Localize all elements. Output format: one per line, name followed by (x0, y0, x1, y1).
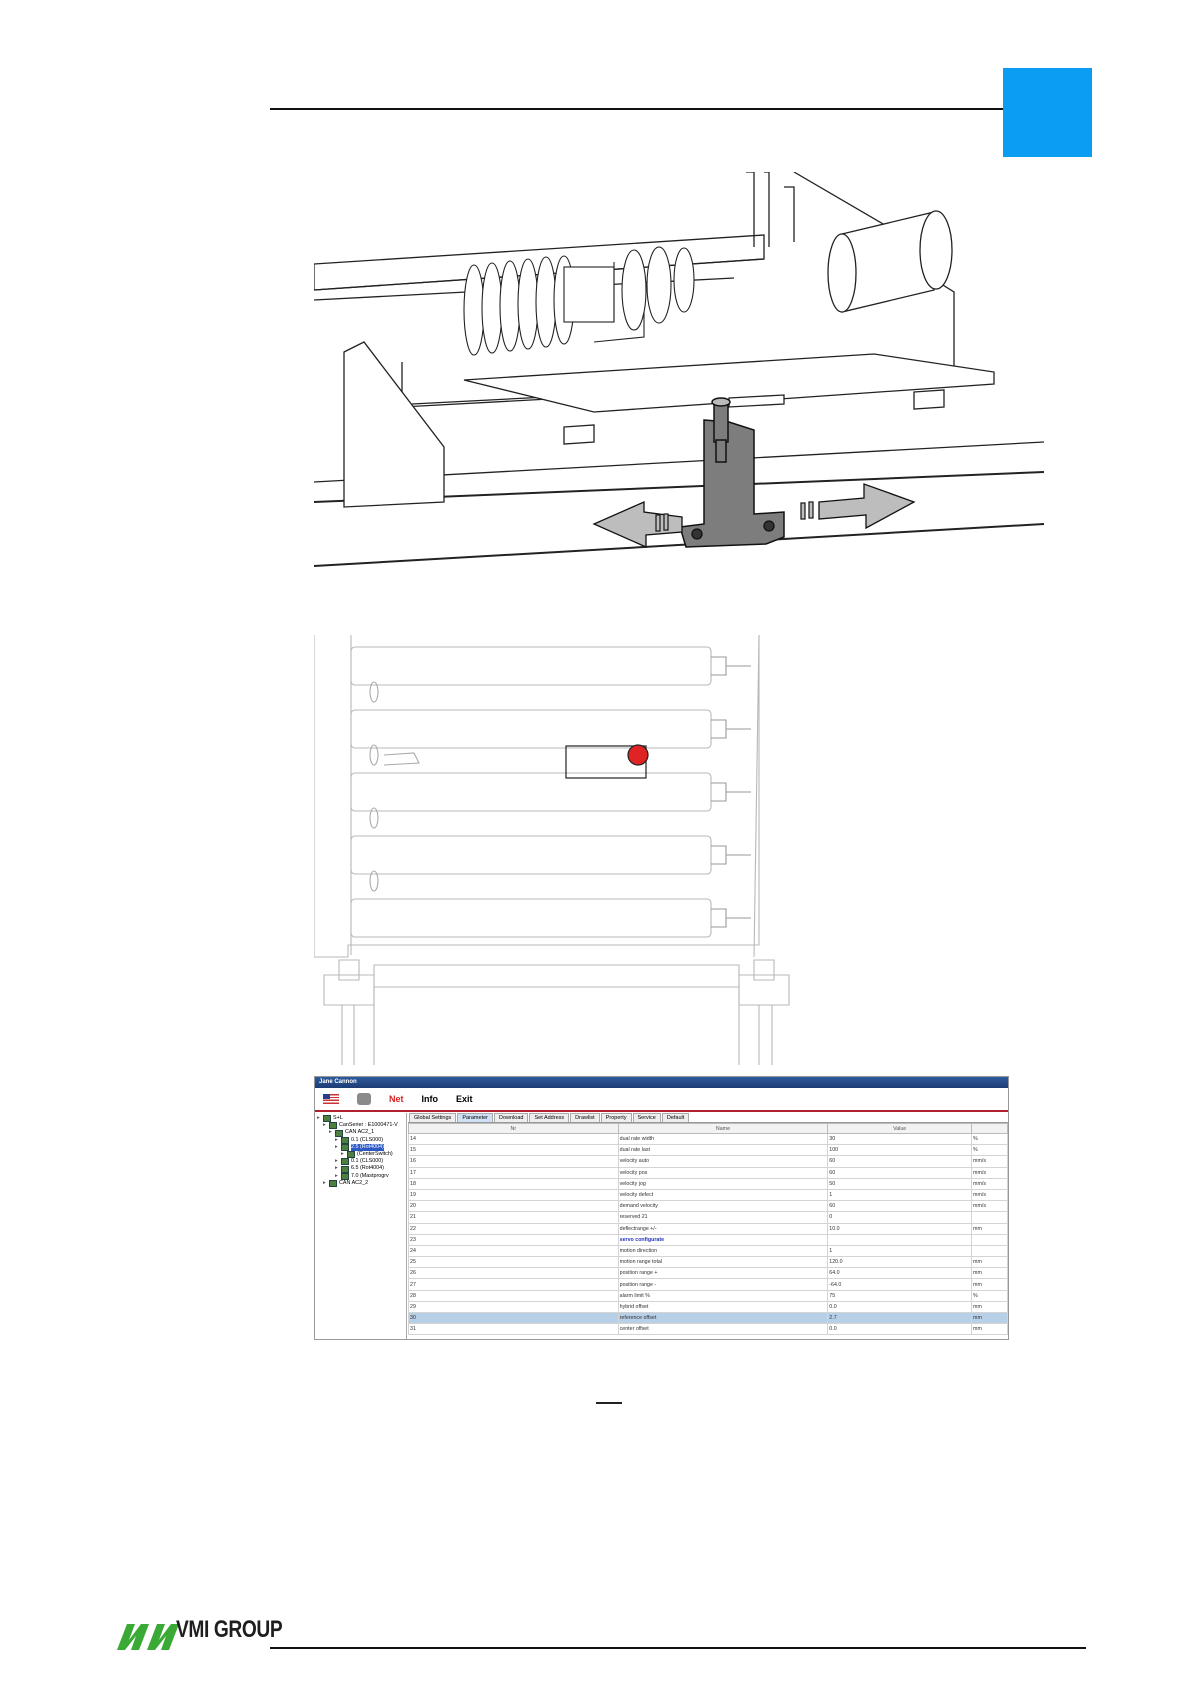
expand-toggle-icon[interactable]: ▸ (335, 1172, 338, 1179)
chapter-tab-marker (1003, 68, 1092, 157)
tab-set-address[interactable]: Set Address (529, 1113, 569, 1122)
cell-nr: 19 (409, 1189, 619, 1200)
cell-value[interactable]: 120.0 (828, 1257, 972, 1268)
tree-node-icon (347, 1151, 355, 1158)
tree-item-label: 6.5 (Rot4004) (351, 1165, 384, 1172)
cell-nr: 26 (409, 1268, 619, 1279)
tree-item-label: 7.0 (Mastprogrv (351, 1172, 389, 1179)
cell-value[interactable]: 2.7 (828, 1313, 972, 1324)
menu-bar (315, 1088, 1008, 1112)
tree-node-icon (329, 1180, 337, 1187)
cell-nr: 23 (409, 1234, 619, 1245)
menu-net[interactable]: Net (389, 1094, 404, 1104)
cell-unit (972, 1245, 1008, 1256)
table-row[interactable] (409, 1201, 1008, 1212)
tree-item[interactable] (317, 1158, 404, 1165)
cell-value[interactable]: 0.0 (828, 1324, 972, 1335)
cell-unit: mm/s (972, 1201, 1008, 1212)
cell-name: velocity auto (618, 1156, 828, 1167)
cell-nr: 16 (409, 1156, 619, 1167)
tree-node-icon (335, 1130, 343, 1137)
cell-unit: % (972, 1290, 1008, 1301)
cell-value[interactable]: 64.0 (828, 1268, 972, 1279)
tree-item[interactable] (317, 1137, 404, 1144)
menu-info[interactable]: Info (421, 1094, 439, 1104)
cell-name: position range + (618, 1268, 828, 1279)
table-row[interactable] (409, 1134, 1008, 1145)
tree-item[interactable] (317, 1173, 404, 1180)
cell-value[interactable]: 60 (828, 1167, 972, 1178)
cell-value[interactable]: 0.0 (828, 1301, 972, 1312)
cell-nr: 30 (409, 1313, 619, 1324)
tab-download[interactable]: Download (494, 1113, 528, 1122)
cell-name: motion direction (618, 1245, 828, 1256)
table-row[interactable] (409, 1301, 1008, 1312)
table-header-row (409, 1124, 1008, 1134)
cell-value[interactable]: 1 (828, 1189, 972, 1200)
table-row[interactable] (409, 1268, 1008, 1279)
table-row[interactable] (409, 1313, 1008, 1324)
cell-name: reserved 21 (618, 1212, 828, 1223)
tree-node-icon (341, 1166, 349, 1173)
software-screenshot (314, 1076, 1009, 1340)
table-row[interactable] (409, 1279, 1008, 1290)
tab-drawlist[interactable]: Drawlist (570, 1113, 600, 1122)
cell-unit: mm/s (972, 1178, 1008, 1189)
tab-property[interactable]: Property (601, 1113, 632, 1122)
cell-name: velocity pos (618, 1167, 828, 1178)
tree-item[interactable] (317, 1115, 404, 1122)
cell-unit: % (972, 1134, 1008, 1145)
column-header-name[interactable]: Name (618, 1124, 828, 1134)
expand-toggle-icon[interactable]: ▸ (341, 1151, 344, 1158)
column-header-unit (972, 1124, 1008, 1134)
tree-node-icon (323, 1115, 331, 1122)
tree-node-icon (341, 1144, 349, 1151)
tree-item-label: 0.1 (CLS000) (351, 1136, 384, 1143)
column-header-value[interactable]: Value (828, 1124, 972, 1134)
cell-nr: 22 (409, 1223, 619, 1234)
column-header-nr[interactable]: Nr (409, 1124, 619, 1134)
arrow-right-icon (819, 484, 914, 528)
logo-text: VMI GROUP (176, 1616, 283, 1643)
cell-unit: mm (972, 1279, 1008, 1290)
cell-nr: 14 (409, 1134, 619, 1145)
cell-nr: 20 (409, 1201, 619, 1212)
tab-default[interactable]: Default (662, 1113, 689, 1122)
cell-nr: 17 (409, 1167, 619, 1178)
expand-toggle-icon[interactable]: ▸ (323, 1122, 326, 1129)
cell-name: position range - (618, 1279, 828, 1290)
cell-unit: mm (972, 1257, 1008, 1268)
menu-exit[interactable]: Exit (456, 1094, 473, 1104)
expand-toggle-icon[interactable]: ▸ (335, 1143, 338, 1150)
table-row[interactable] (409, 1145, 1008, 1156)
cell-name: velocity defect (618, 1189, 828, 1200)
table-row[interactable] (409, 1156, 1008, 1167)
red-dot-marker-icon (628, 745, 648, 765)
cell-name: velocity jog (618, 1178, 828, 1189)
cell-value[interactable] (828, 1234, 972, 1245)
cell-nr: 25 (409, 1257, 619, 1268)
tree-item-label: 0.1 (CLS000) (351, 1158, 384, 1165)
cell-unit: mm/s (972, 1189, 1008, 1200)
cell-value[interactable]: 10.0 (828, 1223, 972, 1234)
table-row[interactable] (409, 1257, 1008, 1268)
cell-unit: mm (972, 1324, 1008, 1335)
expand-toggle-icon[interactable]: ▸ (335, 1136, 338, 1143)
cell-name: servo configurate (618, 1234, 828, 1245)
arrow-left-icon (594, 502, 682, 547)
device-tree (315, 1113, 407, 1339)
tree-item[interactable] (317, 1122, 404, 1129)
cell-unit (972, 1234, 1008, 1245)
cell-nr: 28 (409, 1290, 619, 1301)
rollers-top-view-drawing (314, 635, 794, 1065)
cell-nr: 21 (409, 1212, 619, 1223)
tree-item[interactable] (317, 1165, 404, 1172)
cell-unit: mm (972, 1313, 1008, 1324)
tree-item-label: CAN AC2_2 (339, 1179, 369, 1186)
table-row[interactable] (409, 1290, 1008, 1301)
cell-name: center offset (618, 1324, 828, 1335)
tab-service[interactable]: Service (633, 1113, 661, 1122)
cell-value[interactable]: -64.0 (828, 1279, 972, 1290)
cell-value[interactable]: 60 (828, 1156, 972, 1167)
tree-item-label: (CenterSwitch) (357, 1151, 393, 1158)
us-flag-icon[interactable] (323, 1094, 339, 1104)
table-row[interactable] (409, 1178, 1008, 1189)
tree-item-label: CAN AC2_1 (345, 1129, 375, 1136)
cell-value[interactable]: 75 (828, 1290, 972, 1301)
tree-item[interactable] (317, 1144, 404, 1151)
expand-toggle-icon[interactable]: ▸ (323, 1179, 326, 1186)
cell-unit (972, 1212, 1008, 1223)
tree-node-icon (329, 1122, 337, 1129)
cell-value[interactable]: 30 (828, 1134, 972, 1145)
tree-item-label: S+L (333, 1115, 343, 1121)
cell-value[interactable]: 0 (828, 1212, 972, 1223)
tree-item[interactable] (317, 1129, 404, 1136)
table-row[interactable] (409, 1234, 1008, 1245)
expand-toggle-icon[interactable]: ▸ (329, 1129, 332, 1136)
cell-nr: 24 (409, 1245, 619, 1256)
cell-name: motion range total (618, 1257, 828, 1268)
tree-node-icon (341, 1137, 349, 1144)
cell-unit: mm/s (972, 1156, 1008, 1167)
table-row[interactable] (409, 1167, 1008, 1178)
cell-nr: 29 (409, 1301, 619, 1312)
expand-toggle-icon[interactable]: ▸ (335, 1158, 338, 1165)
tab-parameter[interactable]: Parameter (457, 1113, 493, 1122)
window-title-bar: Jane Cannon (315, 1077, 1008, 1088)
cell-value[interactable]: 50 (828, 1178, 972, 1189)
cell-name: alarm limit % (618, 1290, 828, 1301)
table-row[interactable] (409, 1324, 1008, 1335)
cell-unit: mm (972, 1301, 1008, 1312)
tab-bar (408, 1113, 1008, 1123)
tree-item-label: CanSerier : E1000471-V (339, 1122, 398, 1129)
expand-toggle-icon[interactable]: ▸ (317, 1115, 320, 1121)
cell-name: reference offset (618, 1313, 828, 1324)
cell-unit: mm/s (972, 1167, 1008, 1178)
table-row[interactable] (409, 1245, 1008, 1256)
footer-rule (270, 1647, 1086, 1649)
tree-item[interactable] (317, 1151, 404, 1158)
cell-value[interactable]: 100 (828, 1145, 972, 1156)
cell-unit: mm (972, 1268, 1008, 1279)
expand-toggle-icon[interactable]: ▸ (335, 1165, 338, 1172)
center-mark (596, 1402, 622, 1404)
cell-name: hybrid offset (618, 1301, 828, 1312)
cell-name: dual rate last (618, 1145, 828, 1156)
cell-name: deflectrange +/- (618, 1223, 828, 1234)
table-row[interactable] (409, 1223, 1008, 1234)
gear-icon[interactable] (357, 1093, 371, 1105)
cell-nr: 27 (409, 1279, 619, 1290)
cell-nr: 18 (409, 1178, 619, 1189)
mechanism-isometric-drawing (314, 172, 1059, 582)
cell-name: demand velocity (618, 1201, 828, 1212)
tree-item-label: 2.5 (Rot4004) (351, 1143, 384, 1150)
table-row[interactable] (409, 1212, 1008, 1223)
cell-name: dual rate width (618, 1134, 828, 1145)
tab-global-settings[interactable]: Global Settings (409, 1113, 456, 1122)
header-rule (270, 108, 1003, 110)
tree-item[interactable] (317, 1180, 404, 1187)
parameter-table (408, 1123, 1008, 1335)
table-row[interactable] (409, 1189, 1008, 1200)
tree-node-icon (341, 1173, 349, 1180)
cell-value[interactable]: 60 (828, 1201, 972, 1212)
cell-nr: 15 (409, 1145, 619, 1156)
cell-nr: 31 (409, 1324, 619, 1335)
cell-unit: % (972, 1145, 1008, 1156)
tree-node-icon (341, 1158, 349, 1165)
cell-unit: mm (972, 1223, 1008, 1234)
cell-value[interactable]: 1 (828, 1245, 972, 1256)
